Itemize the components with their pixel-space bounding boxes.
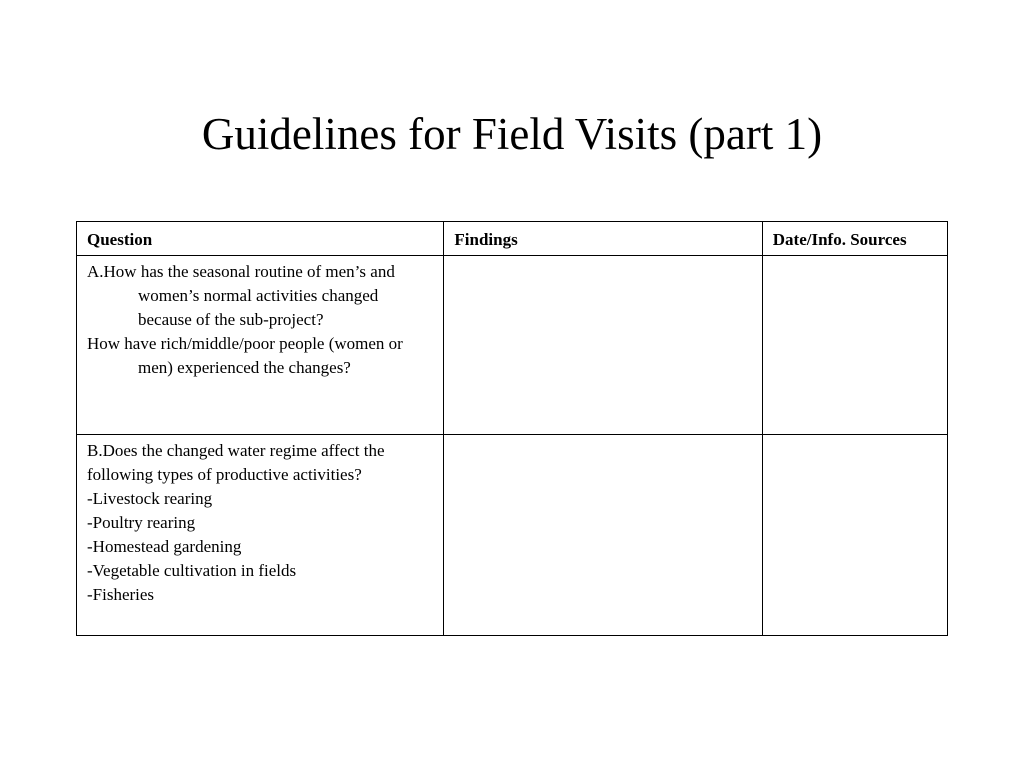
table-header-row (77, 222, 948, 256)
activity-item: -Livestock rearing (87, 489, 213, 508)
question-cell (77, 256, 444, 435)
findings-cell (444, 435, 762, 636)
question-cell (77, 435, 444, 636)
activity-item: -Vegetable cultivation in fields (87, 561, 297, 580)
header-question: Question (77, 222, 444, 256)
activity-item: -Fisheries (87, 585, 155, 604)
activity-item: -Homestead gardening (87, 537, 242, 556)
question-text: How have rich/middle/poor people (women or men) experienced the changes? (87, 334, 403, 377)
table-row (77, 256, 948, 435)
question-text: A.How has the seasonal routine of men’s and women’s normal activities changed because of the sub-project? (87, 262, 395, 329)
question-text: B.Does the changed water regime affect the following types of productive activities? (87, 441, 385, 484)
slide-title: Guidelines for Field Visits (part 1) (201, 109, 823, 159)
field-visit-table (76, 221, 948, 636)
findings-cell (444, 256, 762, 435)
table-row (77, 435, 948, 636)
header-findings: Findings (444, 222, 762, 256)
activity-item: -Poultry rearing (87, 513, 196, 532)
sources-cell (762, 256, 947, 435)
header-sources: Date/Info. Sources (762, 222, 947, 256)
sources-cell (762, 435, 947, 636)
